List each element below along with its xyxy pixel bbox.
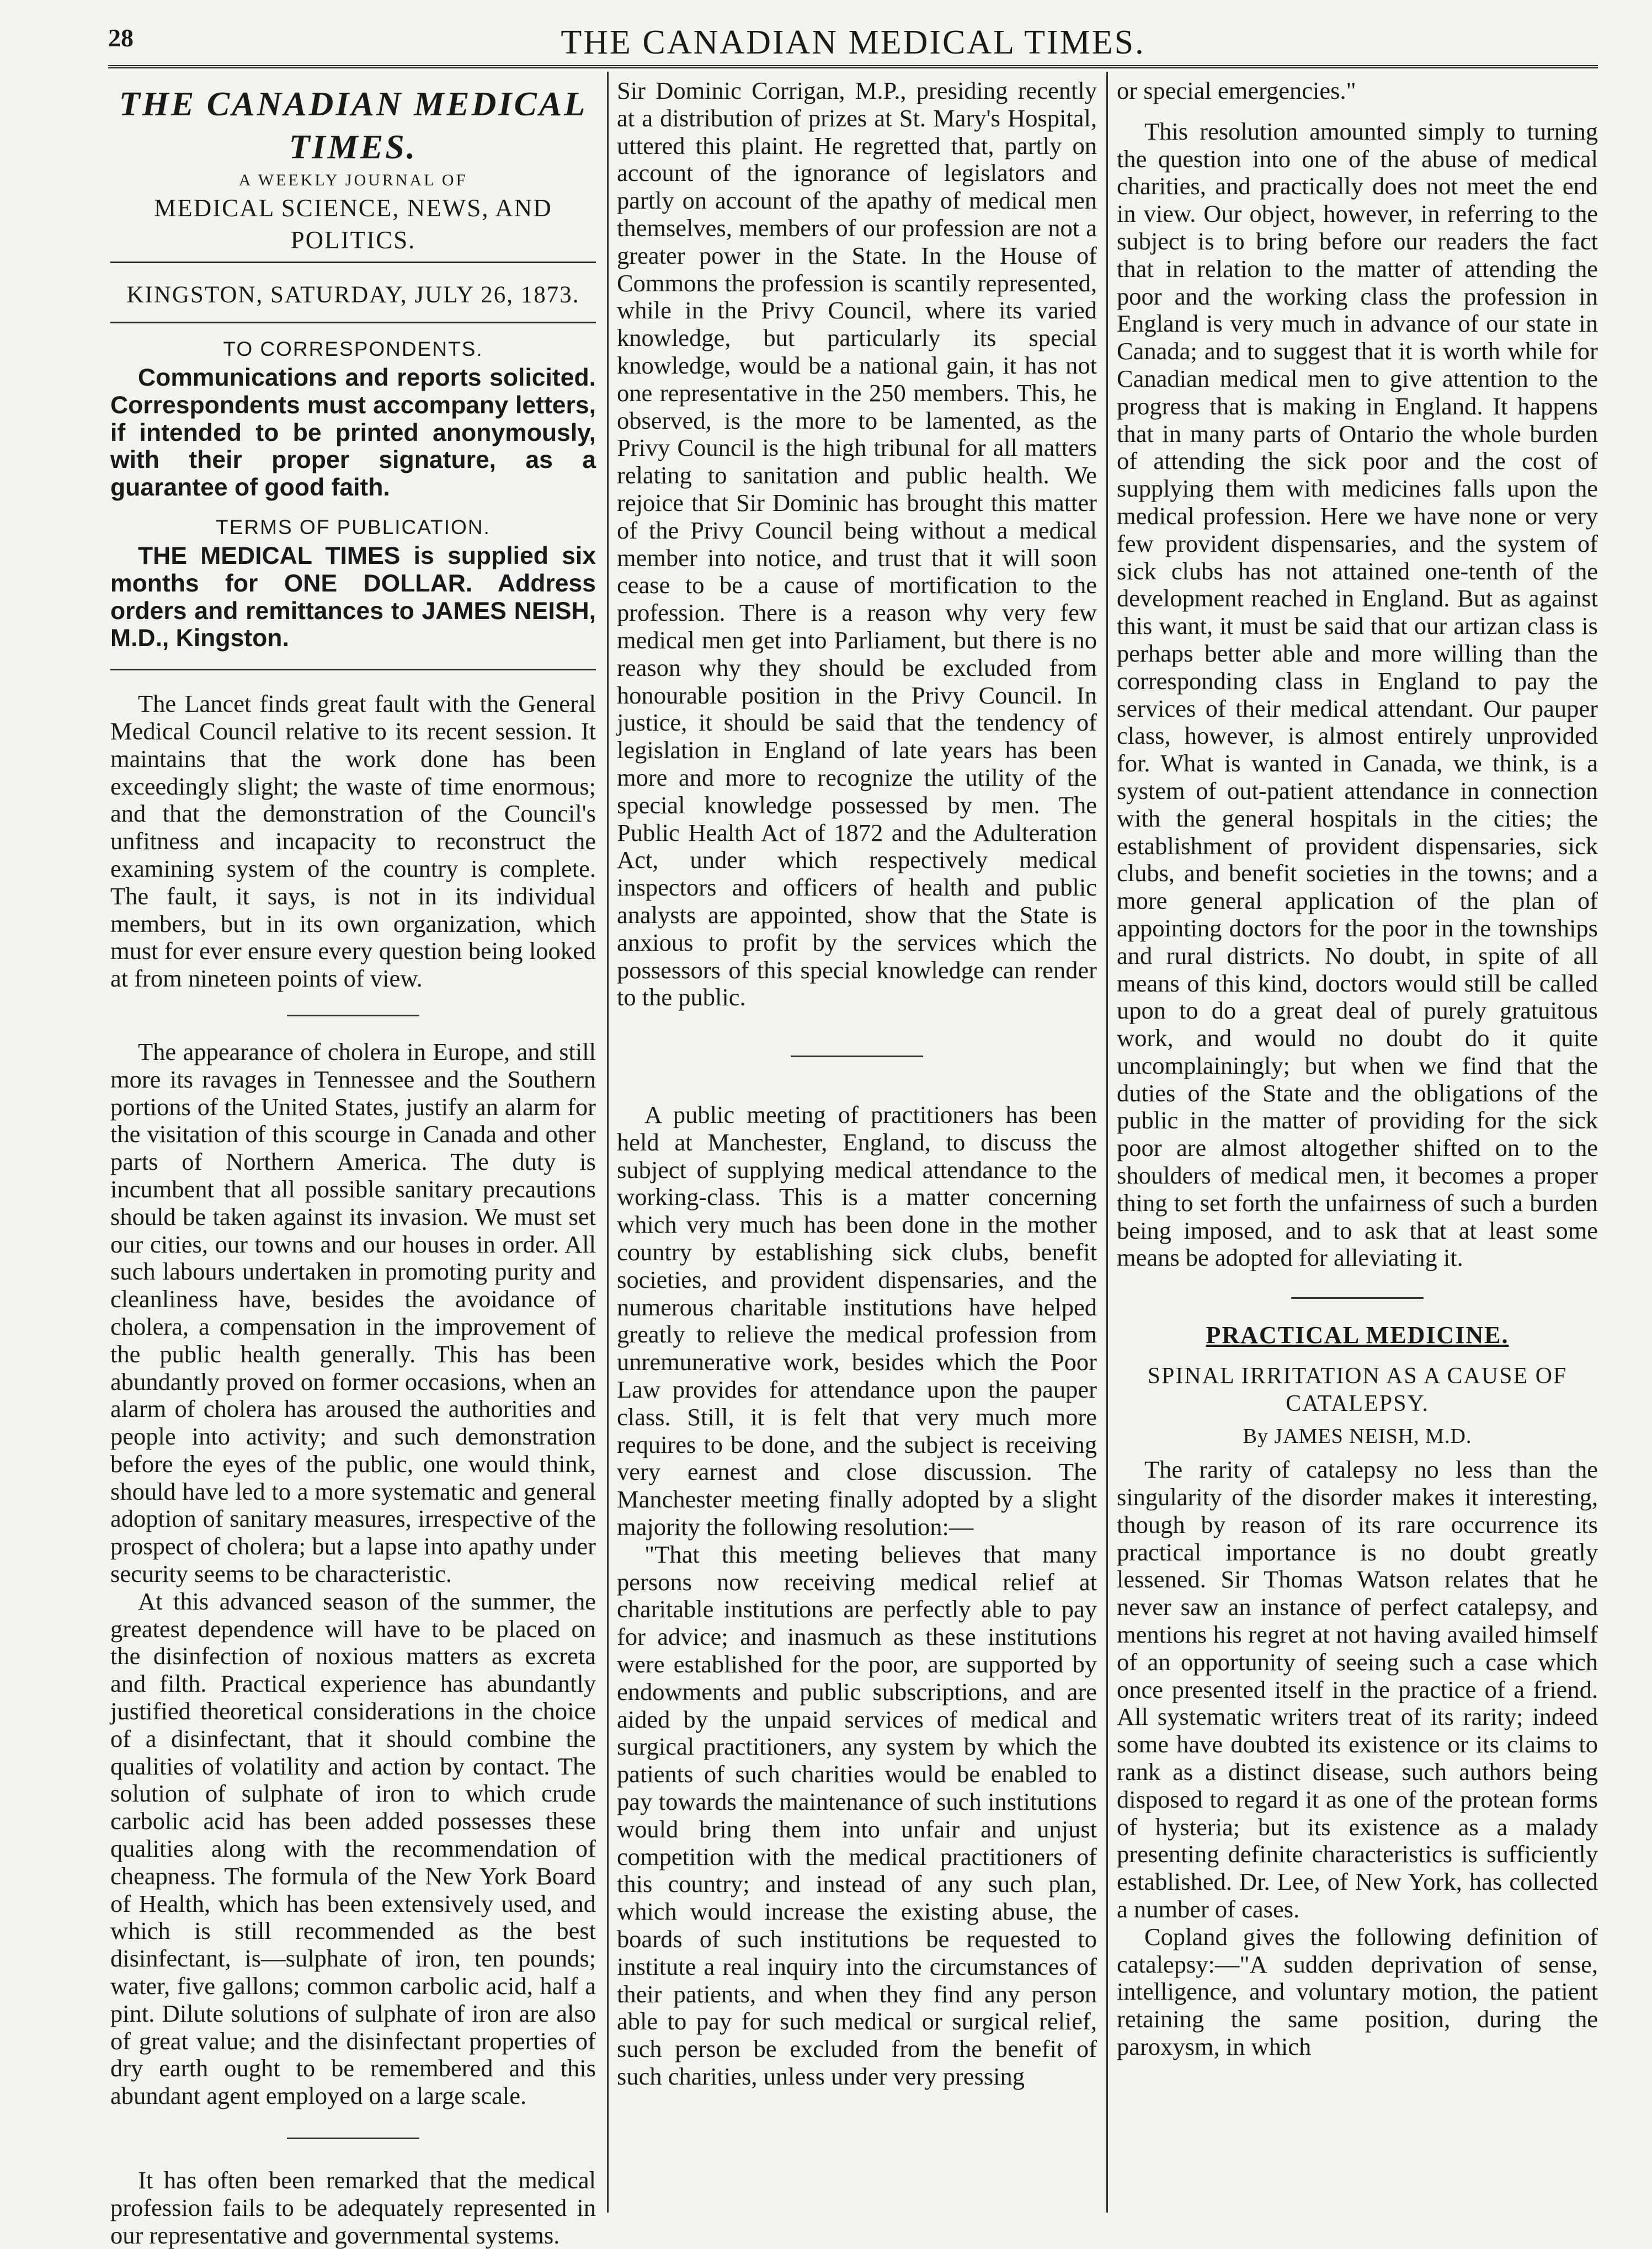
correspondents-text: Communications and reports solicited. Correspondents must accompany letters, if intended to be printed anonymously, with their proper signature, as a guarantee of good faith.: [110, 364, 596, 502]
article-paragraph: or special emergencies.": [1117, 77, 1356, 104]
journal-subtitle-2: MEDICAL SCIENCE, NEWS, AND POLITICS.: [154, 194, 552, 254]
head-rule: [108, 65, 1598, 68]
dateline: KINGSTON, SATURDAY, JULY 26, 1873.: [126, 282, 580, 308]
article-paragraph: Sir Dominic Corrigan, M.P., presiding recently at a distribution of prizes at St. Mary's Hospital, uttered this plaint. He regretted that, partly on account of the ignorance of legislators and partly on account of the apathy of medical men themselves, members of our profession are not a greater power in the State. In the House of Commons the profession is scantily represented, while in the Privy Council, where its varied knowledge, but particularly its special knowledge, would be a national gain, it has not one representative in the 250 members. This, he observed, is the more to be lamented, as the Privy Council is the high tribunal for all matters relating to sanitation and public health. We rejoice that Sir Dominic has brought this matter of the Privy Council being without a medical member into notice, and trust that it will soon cease to be a cause of mortification to the profession. There is a reason why very few medical men get into Parliament, but there is no reason why they should be excluded from honourable position in the Privy Council. In justice, it should be said that the tendency of legislation in England of late years has been more and more to recognize the utility of the special knowledge possessed by men. The Public Health Act of 1872 and the Adulteration Act, under which respectively medical inspectors and officers of health and public analysts are appointed, show that the State is anxious to profit by the services which the possessors of this special knowledge can render to the public.: [617, 77, 1097, 1011]
article-paragraph: This resolution amounted simply to turning the question into one of the abuse of medical charities, and practically does not meet the end in view. Our object, however, in referring to the subject is to bring before our readers the fact that in relation to the matter of attending the poor and the working class the profession in England is very much in advance of our state in Canada; and to suggest that it is worth while for Canadian medical men to give attention to the progress that is making in England. It happens that in many parts of Ontario the whole burden of attending the sick poor and the cost of supplying them with medicines falls upon the medical profession. Here we have none or very few provident dispensaries, and the system of sick clubs has not attained one-tenth of the development reached in England. But as against this want, it must be said that our artizan class is perhaps better able and more willing than the corresponding class in England to pay the services of their medical attendant. Our pauper class, however, is almost entirely unprovided for. What is wanted in Canada, we think, is a system of out-patient attendance in connection with the general hospitals in the cities; the establishment of provident dispensaries, sick clubs, and benefit societies in the towns; and a more general application of the plan of appointing doctors for the poor in the townships and rural districts. No doubt, in spite of all means of this kind, doctors would still be called upon to do a great deal of purely gratuitous work, and would no doubt do it quite uncomplainingly; but when we find that the duties of the State and the obligations of the public in the matter of providing for the sick poor are almost altogether shifted on to the shoulders of medical men, it becomes a proper thing to set forth the unfairness of such a burden being imposed, and to ask that at least some means be adopted for alleviating it.: [1117, 117, 1598, 1272]
divider: [287, 2138, 419, 2139]
article-title: SPINAL IRRITATION AS A CAUSE OF CATALEPSY.: [1147, 1363, 1568, 1417]
divider: [287, 1015, 419, 1016]
resolution-quote: "That this meeting believes that many persons now receiving medical relief at charitable institutions are perfectly able to pay for advice; and inasmuch as these institutions were established for the poor, are supported by endowments and public subscriptions, and are aided by the unpaid services of medical and surgical practitioners, any system by which the patients of such charities would be enabled to pay towards the maintenance of such institutions would bring them into unfair and unjust competition with the medical practitioners of this country; and instead of any such plan, which would increase the existing abuse, the boards of such institutions be requested to institute a real inquiry into the circumstances of their patients, and when they find any person able to pay for such medical or surgical relief, such person be excluded from the benefit of such charities, unless under very pressing: [617, 1540, 1097, 2090]
article-paragraph: A public meeting of practitioners has been held at Manchester, England, to discuss the subject of supplying medical attendance to the working-class. This is a matter concerning which very much has been done in the mother country by establishing sick clubs, benefit societies, and provident dispensaries, and the numerous charitable institutions have helped greatly to relieve the medical profession from unremunerative work, besides which the Poor Law provides for attendance upon the pauper class. Still, it is felt that very much more requires to be done, and the subject is receiving very earnest and close discussion. The Manchester meeting finally adopted by a slight majority the following resolution:—: [617, 1101, 1097, 1541]
divider: [110, 669, 596, 670]
running-head: [108, 20, 1598, 70]
divider: [791, 1056, 923, 1057]
column-3: [1117, 77, 1598, 2213]
article-paragraph: The rarity of catalepsy no less than the singularity of the disorder makes it interesting, though by reason of its rare occurrence its practical importance is no doubt greatly lessened. Sir Thomas Watson relates that he never saw an instance of perfect catalepsy, and mentions his regret at not having availed himself of an opportunity of seeing such a case which once presented itself in the practice of a friend. All systematic writers treat of its rarity; indeed some have doubted its existence or its claims to rank as a distinct disease, such authors being disposed to regard it as one of the protean forms of hysteria; but its existence as a malady presenting definite characteristics is sufficiently established. Dr. Lee, of New York, has collected a number of cases.: [1117, 1456, 1598, 1923]
column-1: [110, 77, 596, 2249]
divider: [1291, 1297, 1424, 1299]
byline: By JAMES NEISH, M.D.: [1243, 1425, 1472, 1448]
column-rule: [607, 72, 609, 2213]
article-paragraph: The Lancet finds great fault with the General Medical Council relative to its recent session. It maintains that the work done has been exceedingly slight; the waste of time enormous; and that the demonstration of the Council's unfitness and incapacity to reconstruct the examining system of the country is complete. The fault, it says, is not in its individual members, but in its own organization, which must for ever ensure every question being looked at from nineteen points of view.: [110, 690, 596, 993]
terms-heading: TERMS OF PUBLICATION.: [216, 515, 491, 539]
divider: [110, 322, 596, 323]
journal-title: THE CANADIAN MEDICAL TIMES.: [119, 86, 588, 166]
masthead: [110, 83, 596, 323]
article-paragraph: At this advanced season of the summer, the greatest dependence will have to be placed on the disinfection of noxious matters as excreta and filth. Practical experience has abundantly justified theoretical considerations in the choice of a disinfectant, that it should combine the qualities of volatility and action by contact. The solution of sulphate of iron to which crude carbolic acid has been added possesses these qualities along with the recommendation of cheapness. The formula of the New York Board of Health, which has been extensively used, and which is still recommended as the best disinfectant, is—sulphate of iron, ten pounds; water, five gallons; common carbolic acid, half a pint. Dilute solutions of sulphate of iron are also of great value; and the disinfectant properties of dry earth ought to be remembered and this abundant agent employed on a large scale.: [110, 1587, 596, 2110]
journal-subtitle: A WEEKLY JOURNAL OF: [238, 171, 468, 189]
terms-text: THE MEDICAL TIMES is supplied six months for ONE DOLLAR. Address orders and remittances to JAMES NEISH, M.D., Kingston.: [110, 542, 596, 652]
section-title: PRACTICAL MEDICINE.: [1206, 1321, 1509, 1349]
divider: [110, 262, 596, 263]
article-paragraph: It has often been remarked that the medical profession fails to be adequately represented in our representative and governmental systems.: [110, 2166, 596, 2249]
column-2: [617, 77, 1097, 2213]
page-number: 28: [108, 24, 134, 52]
correspondents-heading: TO CORRESPONDENTS.: [223, 338, 483, 360]
column-rule: [1106, 72, 1108, 2213]
running-title: THE CANADIAN MEDICAL TIMES.: [561, 24, 1145, 61]
article-paragraph: Copland gives the following definition of catalepsy:—"A sudden deprivation of sense, intelligence, and voluntary motion, the patient retaining the same position, during the paroxysm, in which: [1117, 1922, 1598, 2060]
article-paragraph: The appearance of cholera in Europe, and still more its ravages in Tennessee and the Southern portions of the United States, justify an alarm for the visitation of this scourge in Canada and other parts of Northern America. The duty is incumbent that all possible sanitary precautions should be taken against its invasion. We must set our cities, our towns and our houses in order. All such labours undertaken in promoting purity and cleanliness have, besides the avoidance of cholera, a compensation in the improvement of the public health generally. This has been abundantly proved on former occasions, when an alarm of cholera has aroused the authorities and people into activity; and such demonstration before the eyes of the public, one would think, should have led to a more systematic and general adoption of sanitary measures, irrespective of the prospect of cholera; but a lapse into apathy under security seems to be characteristic.: [110, 1037, 596, 1588]
